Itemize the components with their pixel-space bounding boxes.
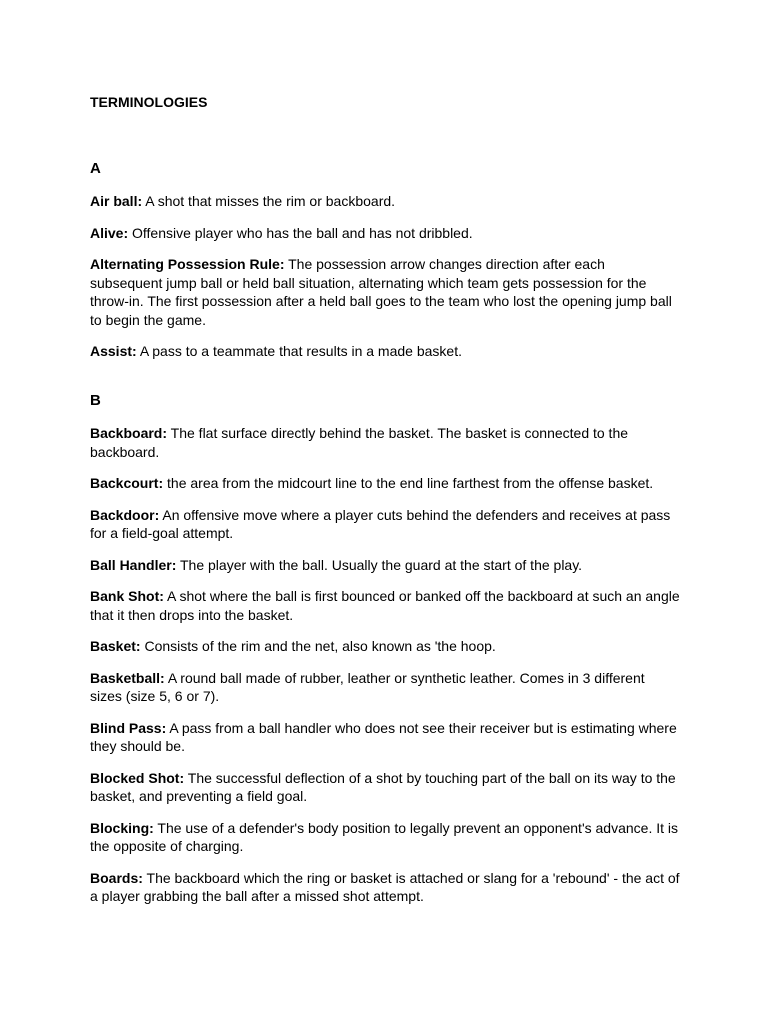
- term-definition: A shot that misses the rim or backboard.: [145, 193, 396, 209]
- term-definition: The backboard which the ring or basket is attached or slang for a 'rebound' - the act of a player grabbing the ball after a missed shot attempt.: [90, 869, 680, 904]
- section-a: [90, 160, 680, 374]
- term-name: Air ball:: [90, 193, 143, 209]
- term-name: Backdoor:: [90, 506, 160, 523]
- term-name: Alive:: [90, 224, 129, 241]
- term-name: Boards:: [90, 869, 143, 886]
- term-entry-basketball: [90, 669, 680, 706]
- term-name: Blocked Shot:: [90, 769, 185, 786]
- document-title: TERMINOLOGIES: [90, 94, 208, 110]
- term-definition: A shot where the ball is first bounced or banked off the backboard at such an angle that it then drops into the basket.: [90, 588, 680, 623]
- term-definition: The successful deflection of a shot by touching part of the ball on its way to the basket, and preventing a field goal.: [90, 769, 676, 804]
- term-entry-blocked-shot: [90, 769, 680, 806]
- term-name: Backcourt:: [90, 475, 164, 491]
- term-definition: Offensive player who has the ball and has not dribbled.: [132, 224, 473, 241]
- term-name: Alternating Possession Rule:: [90, 256, 285, 272]
- term-entry-backdoor: [90, 506, 680, 543]
- term-definition: The flat surface directly behind the basket. The basket is connected to the backboard.: [90, 425, 629, 460]
- term-definition: A pass to a teammate that results in a made basket.: [139, 343, 462, 359]
- term-name: Blind Pass:: [90, 719, 167, 736]
- section-letter: A: [90, 160, 101, 177]
- term-definition: The possession arrow changes direction after each subsequent jump ball or held ball situation, alternating which team gets possession for the throw-in. The first possession after a held ball goes to the team who lost the opening jump ball to begin the game.: [90, 256, 672, 328]
- term-entry-boards: [90, 869, 680, 906]
- term-definition: the area from the midcourt line to the end line farthest from the offense basket.: [167, 475, 654, 491]
- term-definition: A round ball made of rubber, leather or synthetic leather. Comes in 3 different sizes (size 5, 6 or 7).: [90, 669, 645, 704]
- term-name: Blocking:: [90, 819, 154, 836]
- term-definition: The player with the ball. Usually the guard at the start of the play.: [180, 556, 583, 573]
- term-entry-ball-handler: [90, 556, 680, 575]
- term-entry-backcourt: [90, 474, 680, 493]
- term-name: Bank Shot:: [90, 588, 164, 604]
- term-entry-backboard: [90, 424, 680, 461]
- term-name: Basket:: [90, 638, 141, 654]
- section-b: [90, 392, 680, 919]
- term-name: Assist:: [90, 343, 137, 359]
- term-name: Ball Handler:: [90, 556, 177, 573]
- term-entry-blind-pass: [90, 719, 680, 756]
- section-letter: B: [90, 392, 101, 409]
- term-entry-bank-shot: [90, 587, 680, 624]
- term-definition: An offensive move where a player cuts behind the defenders and receives at pass for a field-goal attempt.: [90, 506, 671, 541]
- term-definition: The use of a defender's body position to legally prevent an opponent's advance. It is the opposite of charging.: [90, 819, 678, 854]
- term-entry-blocking: [90, 819, 680, 856]
- term-name: Backboard:: [90, 425, 168, 441]
- term-entry-alive: [90, 224, 680, 243]
- term-definition: Consists of the rim and the net, also known as 'the hoop.: [144, 638, 496, 654]
- term-name: Basketball:: [90, 669, 165, 686]
- term-entry-basket: [90, 637, 680, 656]
- term-definition: A pass from a ball handler who does not see their receiver but is estimating where they should be.: [90, 719, 677, 754]
- term-entry-air-ball: [90, 192, 680, 211]
- term-entry-assist: [90, 342, 680, 361]
- term-entry-alternating-possession-rule: [90, 255, 680, 329]
